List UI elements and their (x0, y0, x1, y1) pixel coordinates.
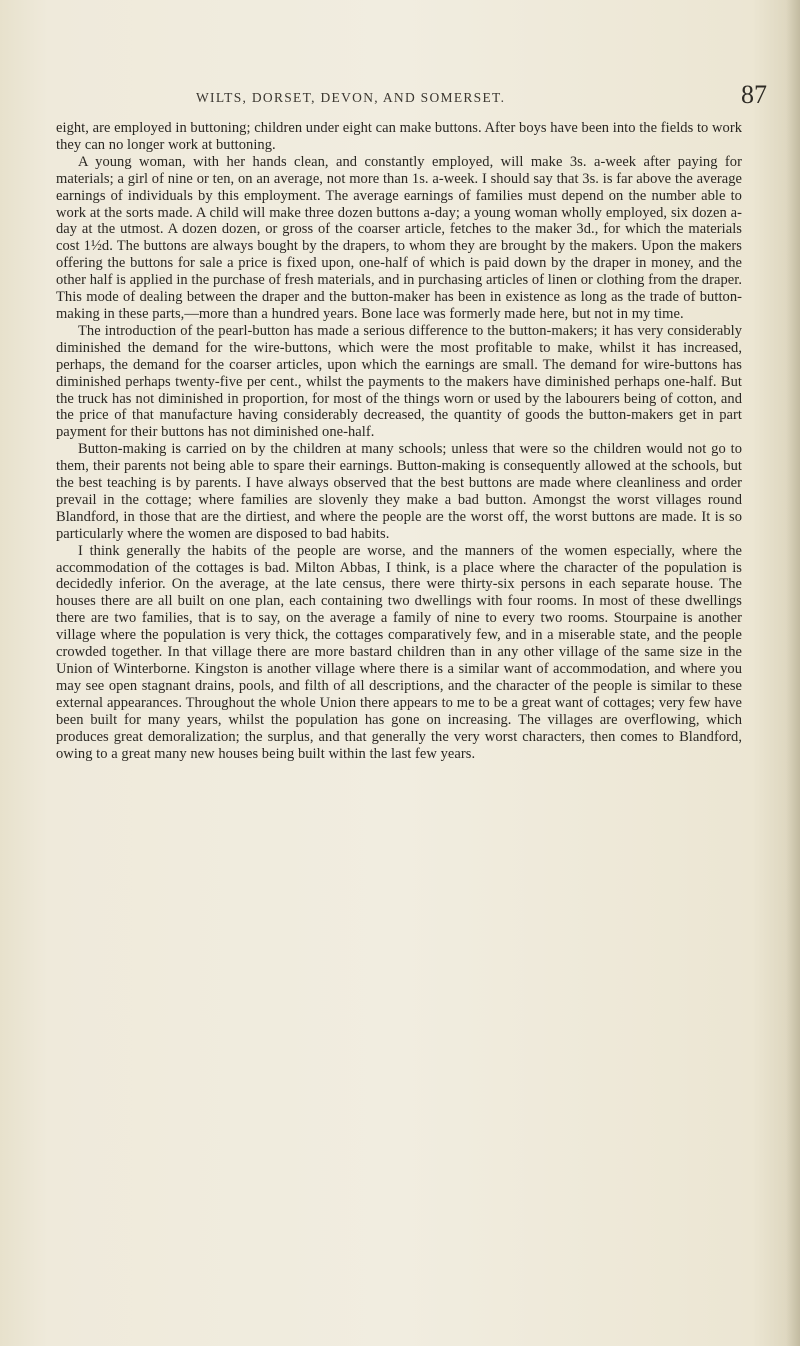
running-head: WILTS, DORSET, DEVON, AND SOMERSET. (196, 90, 506, 105)
paragraph: The introduction of the pearl-button has made a serious difference to the button-makers; it has very considerably diminished the demand for the wire-buttons, which were the most profitable to make, whilst it has increased, perhaps, the demand for the coarser articles, upon which the earnings are small. The demand for wire-buttons has diminished perhaps twenty-five per cent., whilst the payments to the makers have diminished perhaps one-half. But the truck has not diminished in proportion, for most of the things worn or used by the labourers being of cotton, and the price of that manufacture having considerably decreased, the quantity of goods the button-makers get in part payment for their buttons has not diminished one-half. (56, 322, 742, 441)
paragraph: Button-making is carried on by the children at many schools; unless that were so the children would not go to them, their parents not being able to spare their earnings. Button-making is consequently allowed at the schools, but the best teaching is by parents. I have always observed that the best buttons are made where cleanliness and order prevail in the cottage; where families are slovenly they make a bad button. Amongst the worst villages round Blandford, in those that are the dirtiest, and where the people are the worst off, the worst buttons are made. It is so particularly where the women are disposed to bad habits. (56, 441, 742, 542)
page-edge-shadow (786, 0, 800, 1346)
body-text (56, 120, 742, 762)
page-number: 87 (741, 80, 767, 109)
paragraph: eight, are employed in buttoning; children under eight can make buttons. After boys have been into the fields to work they can no longer work at buttoning. (56, 120, 742, 153)
paragraph: A young woman, with her hands clean, and constantly employed, will make 3s. a-week after paying for materials; a girl of nine or ten, on an average, not more than 1s. a-week. I should say that 3s. is far above the average earnings of individuals by this employment. The average earnings of families must depend on the number able to work at the sorts made. A child will make three dozen buttons a-day; a young woman wholly employed, six dozen a-day at the utmost. A dozen dozen, or gross of the coarser article, fetches to the maker 3d., for which the materials cost 1½d. The buttons are always bought by the drapers, to whom they are brought by the makers. Upon the makers offering the buttons for sale a price is fixed upon, one-half of which is paid down by the draper in money, and the other half is applied in the purchase of fresh materials, and in purchasing articles of linen or clothing from the draper. This mode of dealing between the draper and the button-maker has been in existence as long as the trade of button-making in these parts,—more than a hundred years. Bone lace was formerly made here, but not in my time. (56, 153, 742, 322)
paragraph: I think generally the habits of the people are worse, and the manners of the women especially, where the accommodation of the cottages is bad. Milton Abbas, I think, is a place where the character of the population is decidedly inferior. On the average, at the late census, there were thirty-six persons in each separate house. The houses there are all built on one plan, each containing two dwellings with four rooms. In most of these dwellings there are two families, that is to say, on the average a family of nine to every two rooms. Stourpaine is another village where the population is very thick, the cottages comparatively few, and in a miserable state, and the people crowded together. In that village there are more bastard children than in any other village of the same size in the Union of Winterborne. Kingston is another village where there is a similar want of accommodation, and where you may see open stagnant drains, pools, and filth of all descriptions, and the character of the people is similar to these external appearances. Throughout the whole Union there appears to me to be a great want of cottages; very few have been built for many years, whilst the population has gone on increasing. The villages are overflowing, which produces great demoralization; the surplus, and that generally the very worst characters, then comes to Blandford, owing to a great many new houses being built within the last few years. (56, 542, 742, 762)
